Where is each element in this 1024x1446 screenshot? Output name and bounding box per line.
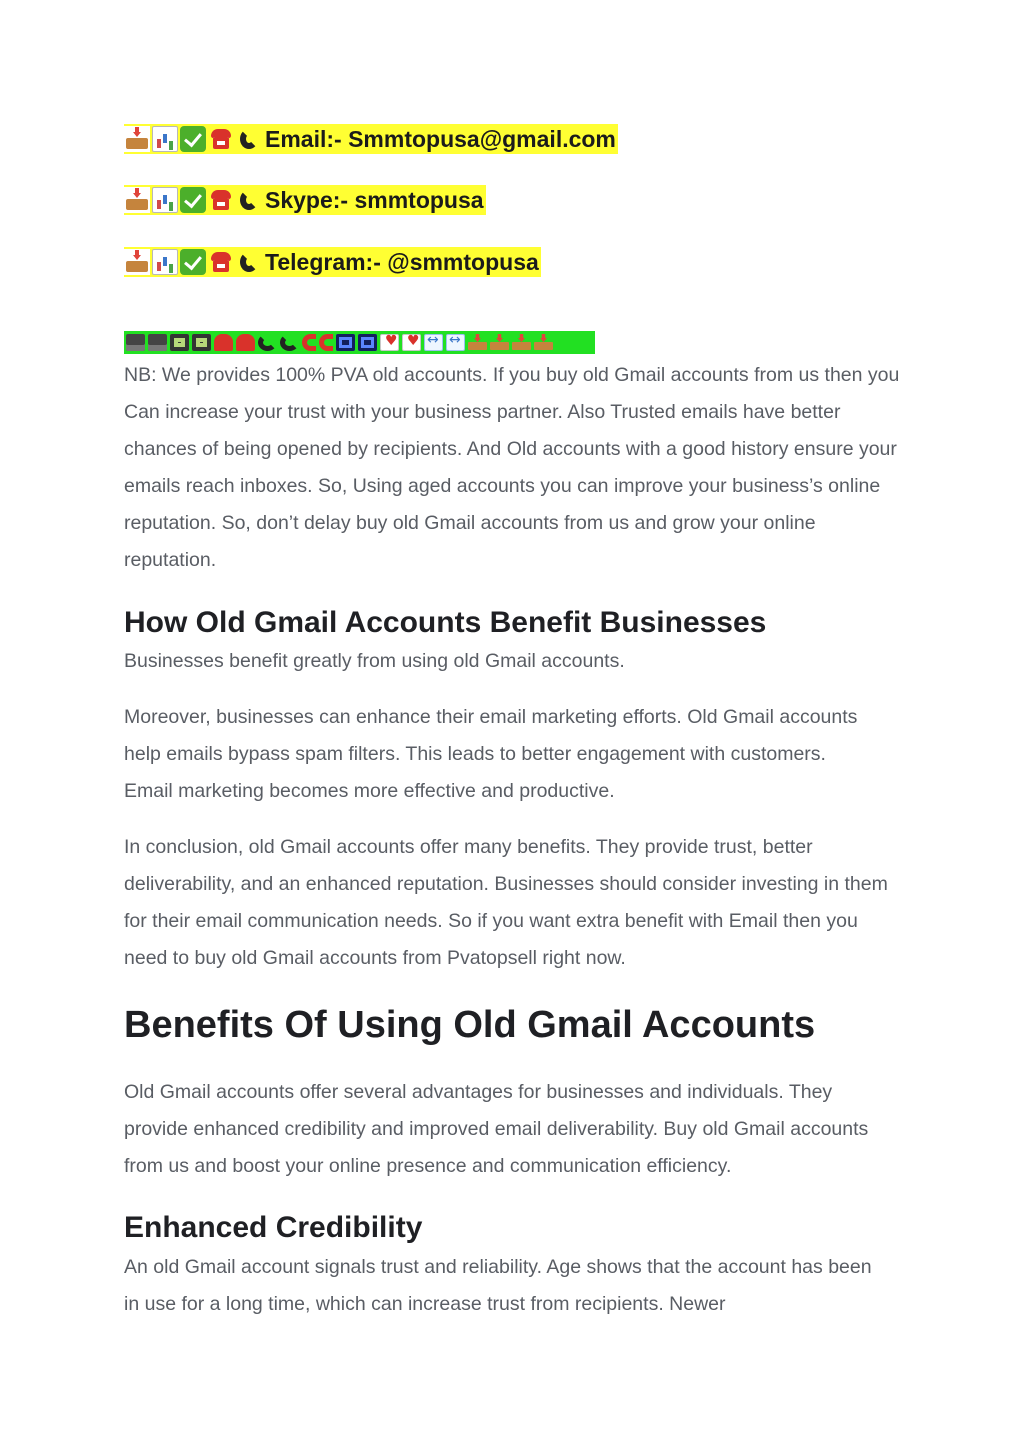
telephone-receiver-icon — [236, 126, 262, 152]
telephone-icon — [208, 126, 234, 152]
inbox-tray-icon — [512, 334, 531, 351]
section1-paragraph-1: Businesses benefit greatly from using old Gmail accounts. — [124, 650, 625, 672]
check-mark-icon — [180, 187, 206, 213]
love-letter-icon — [402, 334, 421, 351]
emoji-strip — [124, 331, 595, 354]
exchange-icon — [424, 334, 443, 351]
telephone-receiver-icon — [236, 249, 262, 275]
telephone-icon — [236, 334, 255, 351]
magnet-icon — [302, 334, 316, 351]
page-title-benefits: Benefits Of Using Old Gmail Accounts — [124, 1004, 816, 1046]
exchange-icon — [446, 334, 465, 351]
inbox-tray-icon — [468, 334, 487, 351]
section2-paragraph-1: Old Gmail accounts offer several advantages for businesses and individuals. They provide enhanced credibility and improved email deliverability. Buy old Gmail accounts from us and boost your online presence and communication efficiency. — [124, 1081, 869, 1177]
pager-icon — [192, 334, 211, 351]
telephone-icon — [214, 334, 233, 351]
section1-paragraph-2: Moreover, businesses can enhance their email marketing efforts. Old Gmail accounts help emails bypass spam filters. This leads to better engagement with customers. Email marketing becomes more effective and productive. — [124, 706, 858, 802]
fax-icon — [148, 334, 167, 351]
fax-icon — [126, 334, 145, 351]
inbox-tray-icon — [124, 126, 150, 152]
inbox-tray-icon — [490, 334, 509, 351]
skype-contact-line — [124, 185, 486, 215]
bar-chart-icon — [152, 249, 178, 275]
telephone-icon — [208, 187, 234, 213]
bar-chart-icon — [152, 126, 178, 152]
telegram-contact-line — [124, 247, 541, 277]
bar-chart-icon — [152, 187, 178, 213]
section-heading-enhanced-credibility: Enhanced Credibility — [124, 1211, 423, 1244]
intro-paragraph: NB: We provides 100% PVA old accounts. If you buy old Gmail accounts from us then you Can increase your trust with your business partner. Also Trusted emails have better chances of being opened by recipients. And Old accounts with a good history ensure your emails reach inboxes. So, Using aged accounts you can improve your business’s online reputation. So, don’t delay buy old Gmail accounts from us and grow your online reputation. — [124, 364, 900, 571]
section1-paragraph-3: In conclusion, old Gmail accounts offer many benefits. They provide trust, better deliverability, and an enhanced reputation. Businesses should consider investing in them for their email communication needs. So if you want extra benefit with Email then you need to buy old Gmail accounts from Pvatopsell right now. — [124, 836, 888, 969]
pager-icon — [170, 334, 189, 351]
check-mark-icon — [180, 249, 206, 275]
inbox-tray-icon — [124, 249, 150, 275]
telephone-receiver-icon — [236, 187, 262, 213]
telegram-contact-text: Telegram:- @smmtopusa — [265, 248, 539, 275]
email-contact-line — [124, 124, 618, 154]
fireworks-icon — [336, 334, 355, 351]
receiver-icon — [258, 334, 277, 351]
love-letter-icon — [380, 334, 399, 351]
section3-paragraph-1: An old Gmail account signals trust and reliability. Age shows that the account has been in use for a long time, which can increase trust from recipients. Newer — [124, 1256, 872, 1315]
contact-emoji-group — [124, 249, 264, 275]
inbox-tray-icon — [534, 334, 553, 351]
fireworks-icon — [358, 334, 377, 351]
check-mark-icon — [180, 126, 206, 152]
section-heading-business-benefits: How Old Gmail Accounts Benefit Businesses — [124, 606, 767, 639]
inbox-tray-icon — [124, 187, 150, 213]
email-contact-text: Email:- Smmtopusa@gmail.com — [265, 125, 616, 152]
skype-contact-text: Skype:- smmtopusa — [265, 186, 484, 213]
contact-emoji-group — [124, 126, 264, 152]
receiver-icon — [280, 334, 299, 351]
magnet-icon — [319, 334, 333, 351]
contact-emoji-group — [124, 187, 264, 213]
telephone-icon — [208, 249, 234, 275]
